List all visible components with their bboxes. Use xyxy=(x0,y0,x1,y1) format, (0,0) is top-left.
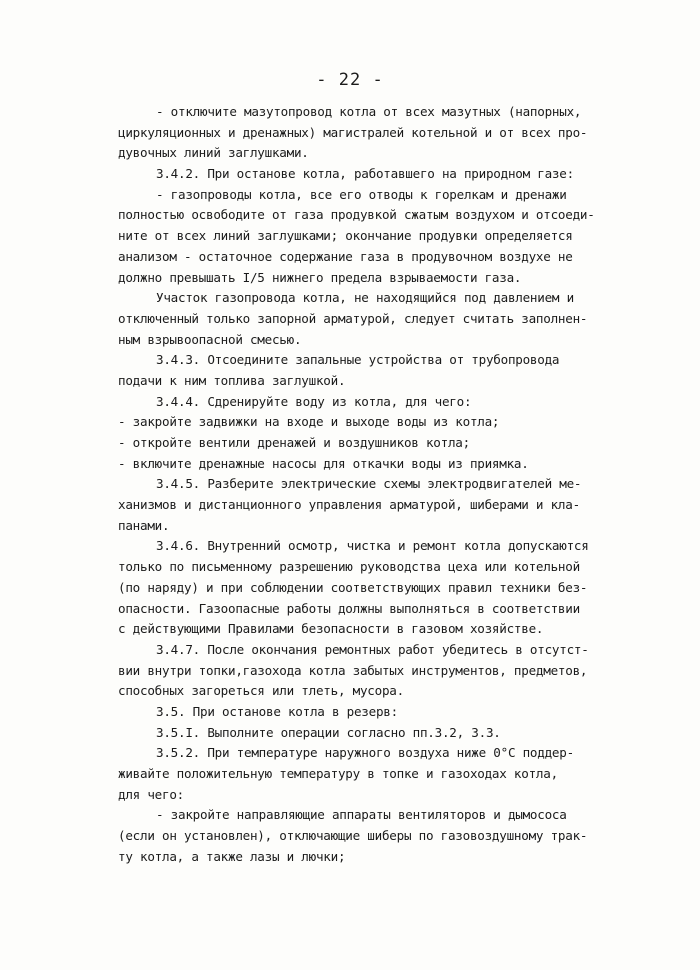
text-line: отключенный только запорной арматурой, следует считать заполнен- xyxy=(118,310,588,326)
text-line: Участок газопровода котла, не находящийся под давлением и xyxy=(156,290,574,306)
text-line: - закройте задвижки на входе и выходе воды из котла; xyxy=(118,414,500,430)
page-number: - 22 - xyxy=(316,70,384,90)
text-line: подачи к ним топлива заглушкой. xyxy=(118,372,346,388)
text-line: - газопроводы котла, все его отводы к горелкам и дренажи xyxy=(156,186,567,202)
text-line: - откройте вентили дренажей и воздушников котла; xyxy=(118,435,470,450)
text-line: для чего: xyxy=(118,786,184,802)
text-line: анализом - остаточное содержание газа в продувочном воздухе не xyxy=(118,248,573,264)
text-line: 3.5.2. При температуре наружного воздуха ниже 0°С поддер- xyxy=(156,745,574,761)
text-line: только по письменному разрешению руководства цеха или котельной xyxy=(118,559,580,575)
text-line: опасности. Газоопасные работы должны выполняться в соответствии xyxy=(118,600,580,616)
text-line: должно превышать I/5 нижнего предела взрываемости газа. xyxy=(118,269,522,285)
text-line: с действующими Правилами безопасности в газовом хозяйстве. xyxy=(118,621,544,637)
text-line: - закройте направляющие аппараты вентиляторов и дымососа xyxy=(156,807,567,823)
text-line: ните от всех линий заглушками; окончание продувки определяется xyxy=(118,228,573,244)
text-line: 3.4.3. Отсоедините запальные устройства от трубопровода xyxy=(156,352,560,368)
text-line: 3.4.2. При останове котла, работавшего на природном газе: xyxy=(156,166,574,182)
text-line: 3.4.7. После окончания ремонтных работ убедитесь в отсутст- xyxy=(156,641,589,657)
text-line: ханизмов и дистанционного управления арматурой, шиберами и кла- xyxy=(118,497,580,513)
text-line: 3.4.6. Внутренний осмотр, чистка и ремонт котла допускаются xyxy=(156,538,589,554)
text-line: 3.5.I. Выполните операции согласно пп.3.2, 3.3. xyxy=(156,724,501,740)
text-line: (если он установлен), отключающие шиберы по газовоздушному трак- xyxy=(118,828,588,844)
text-line: - включите дренажные насосы для откачки воды из приямка. xyxy=(118,455,529,471)
text-line: полностью освободите от газа продувкой сжатым воздухом и отсоеди- xyxy=(118,207,595,223)
text-line: ту котла, а также лазы и лючки; xyxy=(118,848,346,864)
text-line: вии внутри топки,газохода котла забытых инструментов, предметов, xyxy=(118,662,588,678)
text-line: живайте положительную температуру в топке и газоходах котла, xyxy=(118,766,558,781)
text-line: дувочных линий заглушками. xyxy=(118,145,309,161)
text-line: способных загореться или тлеть, мусора. xyxy=(118,683,404,699)
text-line: панами. xyxy=(118,517,170,533)
text-line: 3.4.4. Сдренируйте воду из котла, для чего: xyxy=(156,393,472,409)
text-line: циркуляционных и дренажных) магистралей котельной и от всех про- xyxy=(118,124,588,140)
text-line: 3.4.5. Разберите электрические схемы электродвигателей ме- xyxy=(156,476,582,492)
text-line: (по наряду) и при соблюдении соответствующих правил техники без- xyxy=(118,579,588,595)
document-body xyxy=(118,102,630,867)
text-line: 3.5. При останове котла в резерв: xyxy=(156,703,398,719)
text-line: ным взрывоопасной смесью. xyxy=(118,331,302,347)
text-line: - отключите мазутопровод котла от всех мазутных (напорных, xyxy=(156,104,582,119)
